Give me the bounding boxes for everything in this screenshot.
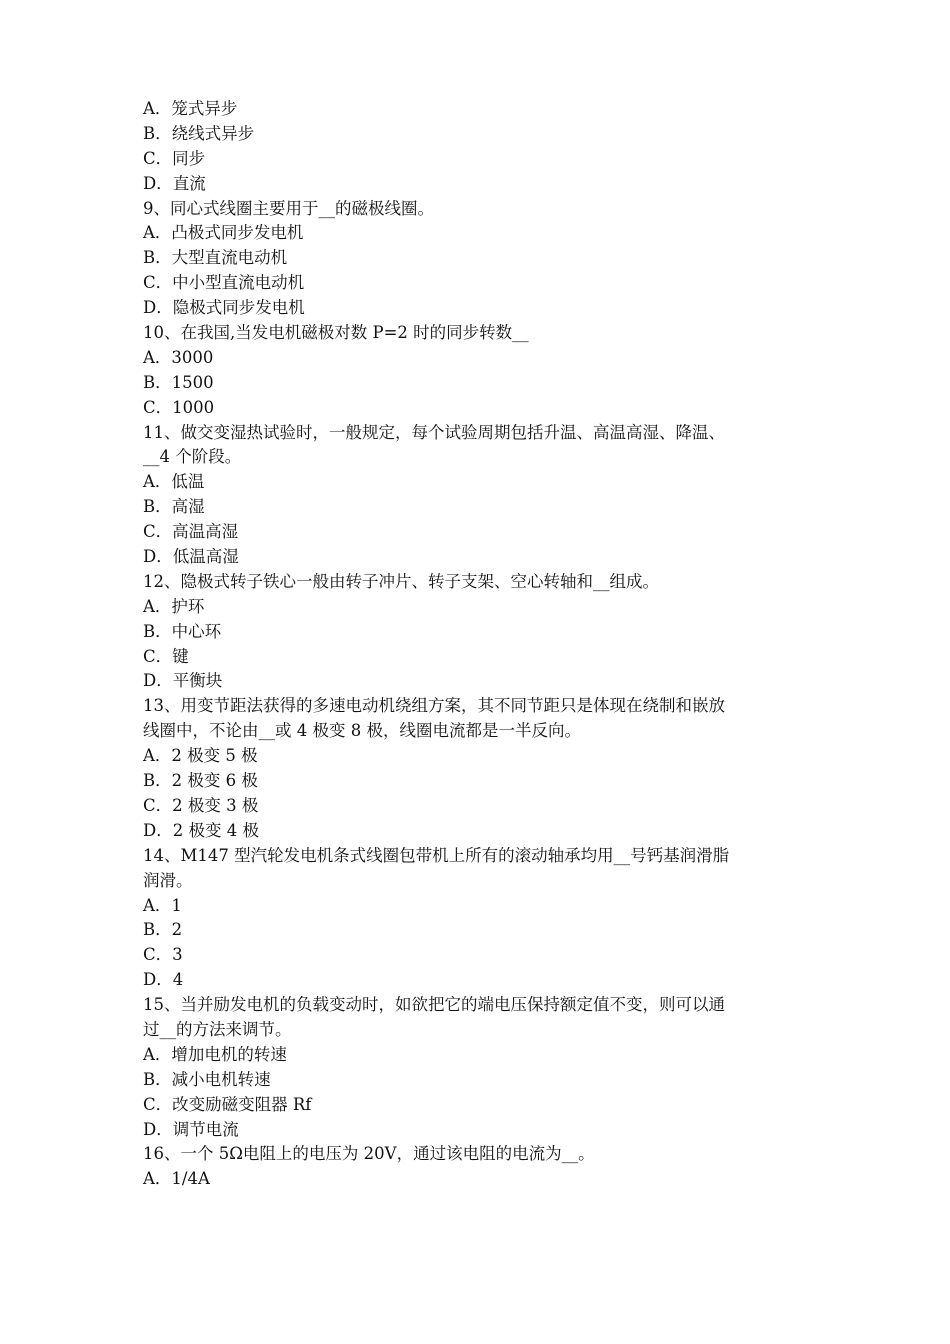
option-line: D．4 <box>143 970 184 990</box>
option-line: D．隐极式同步发电机 <box>143 298 305 318</box>
option-line: C．3 <box>143 945 183 965</box>
option-line: B．2 极变 6 极 <box>143 771 258 791</box>
option-line: A．护环 <box>143 596 205 616</box>
option-line: D．低温高湿 <box>143 547 239 567</box>
option-line: A．2 极变 5 极 <box>143 746 258 766</box>
option-line: A．1 <box>143 895 182 915</box>
option-line: C．改变励磁变阻器 Rf <box>143 1094 312 1114</box>
option-line: B．绕线式异步 <box>143 123 255 143</box>
question-line: 13、用变节距法获得的多速电动机绕组方案，其不同节距只是体现在绕制和嵌放 <box>143 696 725 716</box>
option-line: C．同步 <box>143 148 206 168</box>
question-line: 9、同心式线圈主要用于__的磁极线圈。 <box>143 198 434 218</box>
option-line: B．大型直流电动机 <box>143 248 288 268</box>
option-line: A．凸极式同步发电机 <box>143 223 304 243</box>
option-line: C．1000 <box>143 397 215 417</box>
question-line: 10、在我国,当发电机磁极对数 P=2 时的同步转数__ <box>143 323 529 343</box>
option-line: C．高温高湿 <box>143 522 239 542</box>
question-line: 15、当并励发电机的负载变动时，如欲把它的端电压保持额定值不变，则可以通 <box>143 995 725 1015</box>
option-line: A．1/4A <box>143 1169 210 1189</box>
option-line: D．调节电流 <box>143 1119 239 1139</box>
option-line: B．高湿 <box>143 497 205 517</box>
option-line: A．3000 <box>143 347 214 367</box>
question-line: 14、M147 型汽轮发电机条式线圈包带机上所有的滚动轴承均用__号钙基润滑脂 <box>143 845 730 865</box>
option-line: C．2 极变 3 极 <box>143 795 259 815</box>
option-line: B．2 <box>143 920 183 940</box>
option-line: D．2 极变 4 极 <box>143 820 259 840</box>
option-line: A．低温 <box>143 472 205 492</box>
question-line: __4 个阶段。 <box>143 447 242 467</box>
option-line: B．减小电机转速 <box>143 1069 271 1089</box>
option-line: A．增加电机的转速 <box>143 1044 287 1064</box>
option-line: C．键 <box>143 646 189 666</box>
option-line: D．平衡块 <box>143 671 223 691</box>
option-line: B．1500 <box>143 372 214 392</box>
option-line: A．笼式异步 <box>143 99 238 118</box>
question-line: 12、隐极式转子铁心一般由转子冲片、转子支架、空心转轴和__组成。 <box>143 571 659 591</box>
question-line: 线圈中，不论由__或 4 极变 8 极，线圈电流都是一半反向。 <box>143 721 581 741</box>
question-line: 16、一个 5Ω电阻上的电压为 20V，通过该电阻的电流为__。 <box>143 1144 595 1164</box>
question-line: 润滑。 <box>143 870 193 890</box>
option-line: D．直流 <box>143 173 206 193</box>
question-line: 过__的方法来调节。 <box>143 1019 292 1039</box>
option-line: B．中心环 <box>143 621 222 641</box>
document-page <box>143 97 811 1192</box>
option-line: C．中小型直流电动机 <box>143 273 305 293</box>
question-line: 11、做交变湿热试验时，一般规定，每个试验周期包括升温、高温高湿、降温、 <box>143 422 725 442</box>
